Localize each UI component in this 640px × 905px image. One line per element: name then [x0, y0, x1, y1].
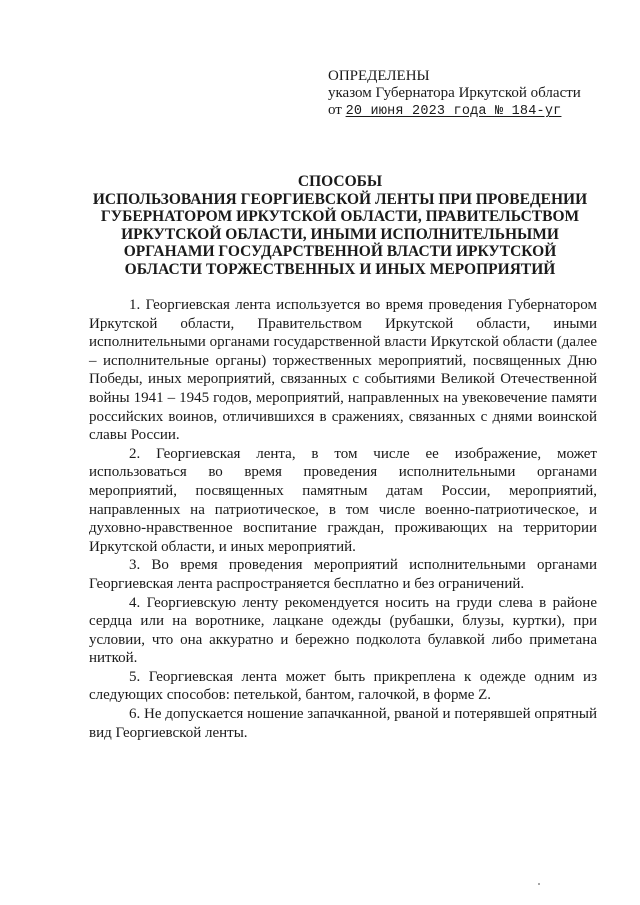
approval-date-prefix: от — [328, 102, 342, 118]
title-line: ИСПОЛЬЗОВАНИЯ ГЕОРГИЕВСКОЙ ЛЕНТЫ ПРИ ПРОВЕДЕНИИ — [92, 190, 588, 208]
document-body — [89, 296, 597, 742]
document-title — [60, 173, 620, 279]
title-line: СПОСОБЫ — [297, 173, 383, 190]
paragraph-4: 4. Георгиевскую ленту рекомендуется носить на груди слева в районе сердца или на воротнике, лацкане одежды (рубашки, блузы, куртки), при условии, что она аккуратно и бережно подколота булавкой либо приметана ниткой. — [89, 594, 597, 667]
approval-date-line — [328, 102, 608, 120]
paragraph-2: 2. Георгиевская лента, в том числе ее изображение, может использоваться во время проведения исполнительными органами мероприятий, посвященных памятным датам России, мероприятий, направленных на патриотическое, в том числе военно-патриотическое, и духовно-нравственное воспитание граждан, проживающих на территории Иркутской области, и иных мероприятий. — [89, 445, 597, 555]
title-line: ГУБЕРНАТОРОМ ИРКУТСКОЙ ОБЛАСТИ, ПРАВИТЕЛЬСТВОМ — [100, 208, 580, 226]
title-line: ИРКУТСКОЙ ОБЛАСТИ, ИНЫМИ ИСПОЛНИТЕЛЬНЫМИ — [121, 225, 559, 243]
approval-decree-line: указом Губернатора Иркутской области — [328, 85, 581, 101]
approval-title: ОПРЕДЕЛЕНЫ — [328, 68, 430, 84]
paragraph-5: 5. Георгиевская лента может быть прикреплена к одежде одним из следующих способов: петелькой, бантом, галочкой, в форме Z. — [89, 668, 597, 704]
scan-speck — [538, 883, 540, 885]
paragraph-1: 1. Георгиевская лента используется во время проведения Губернатором Иркутской области, Правительством Иркутской области, иными исполнительными органами государственной власти Иркутской области (далее – исполнительные органы) торжественных мероприятий, посвященных Дню Победы, иных мероприятий, связанных с событиями Великой Отечественной войны 1941 – 1945 годов, мероприятий, направленных на увековечение памяти российских воинов, отличившихся в сражениях, связанных с днями воинской славы России. — [89, 297, 597, 444]
paragraph-6: 6. Не допускается ношение запачканной, рваной и потерявшей опрятный вид Георгиевской ленты. — [89, 706, 597, 741]
paragraph-3: 3. Во время проведения мероприятий исполнительными органами Георгиевская лента распространяется бесплатно и без ограничений. — [89, 557, 597, 592]
title-line: ОРГАНАМИ ГОСУДАРСТВЕННОЙ ВЛАСТИ ИРКУТСКОЙ — [123, 243, 557, 261]
title-line: ОБЛАСТИ ТОРЖЕСТВЕННЫХ И ИНЫХ МЕРОПРИЯТИЙ — [124, 260, 556, 278]
approval-date-value: 20 июня 2023 года № 184-уг — [345, 104, 562, 119]
approval-block — [328, 68, 608, 120]
